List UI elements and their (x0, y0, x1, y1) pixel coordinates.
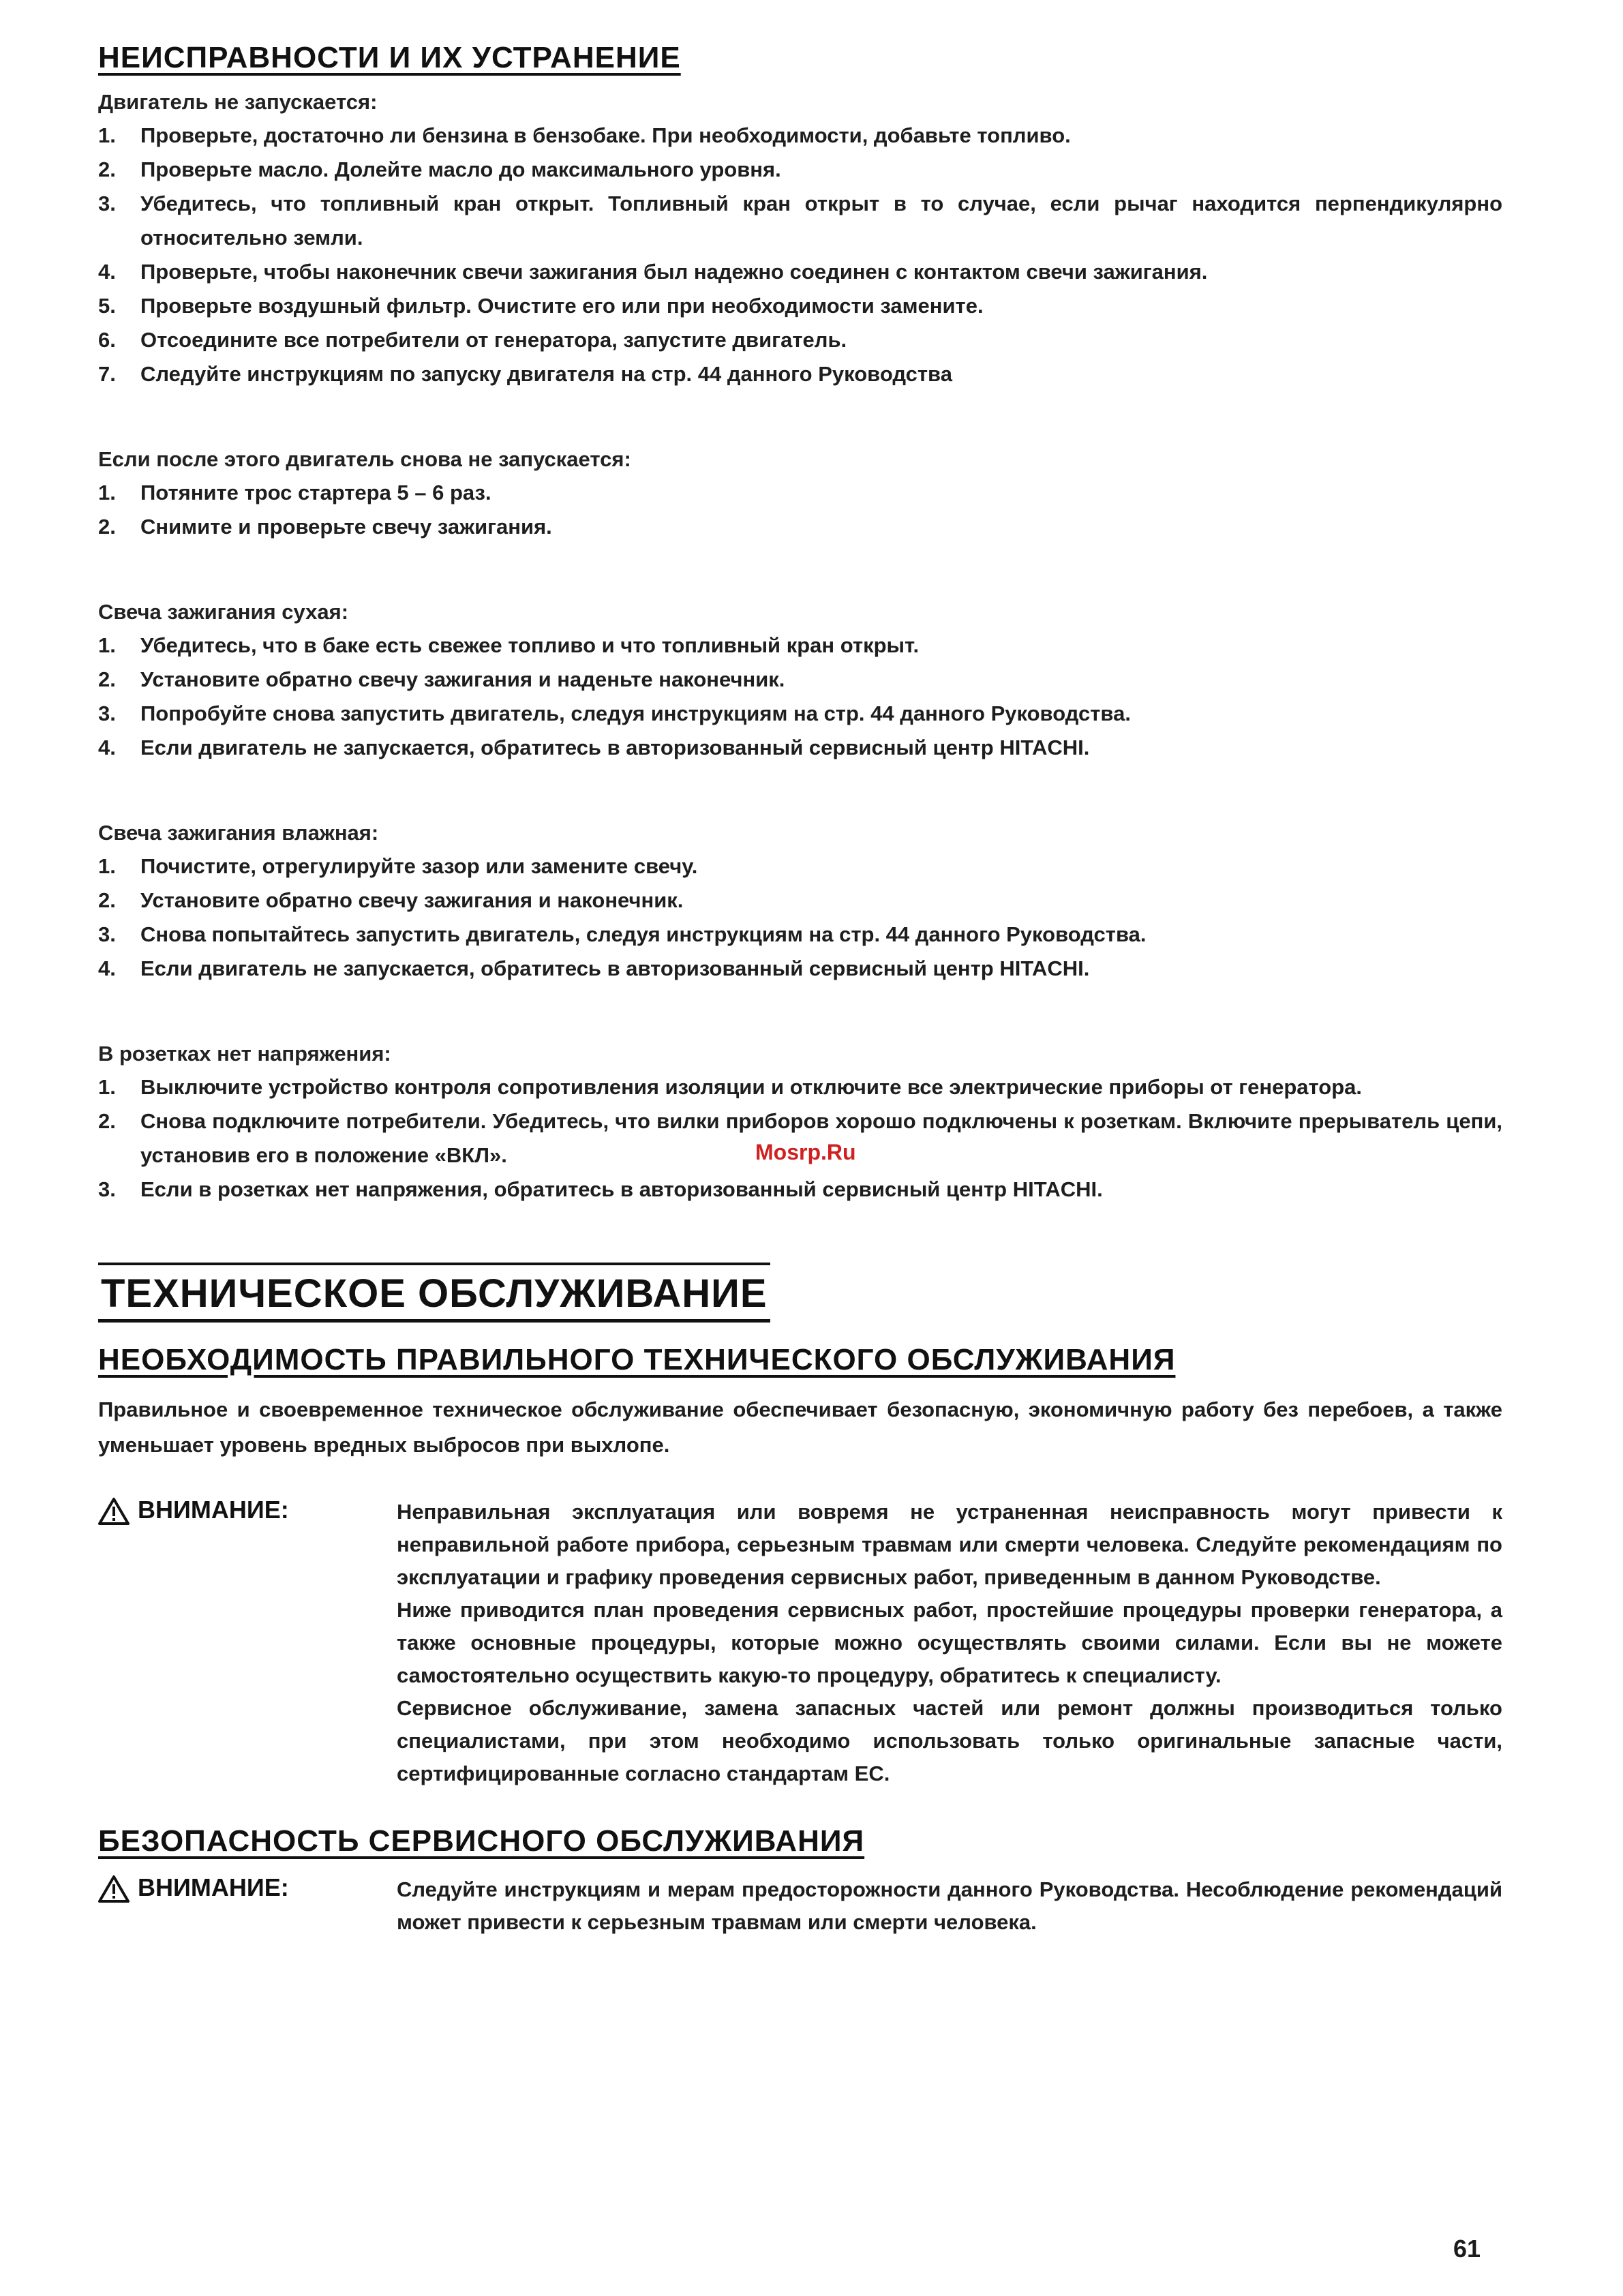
page-number: 61 (1453, 2235, 1481, 2263)
warning-paragraph: Сервисное обслуживание, замена запасных частей или ремонт должны производиться только специалистами, при этом необходимо использовать только оригинальные запасные части, сертифицированные согласно стандартам ЕС. (397, 1696, 1502, 1785)
group-label: Двигатель не запускается: (98, 90, 378, 114)
warning-label-text: ВНИМАНИЕ: (138, 1873, 289, 1901)
list-item (98, 731, 1502, 765)
steps-list (98, 1070, 1502, 1207)
item-number: 1. (98, 633, 116, 657)
item-number: 3. (98, 701, 116, 725)
item-text: Почистите, отрегулируйте зазор или замените свечу. (140, 854, 698, 878)
list-item (98, 849, 1502, 883)
list-item (98, 119, 1502, 153)
item-number: 4. (98, 260, 116, 284)
list-item (98, 289, 1502, 323)
item-text: Снимите и проверьте свечу зажигания. (140, 515, 552, 539)
maintenance-need-title: НЕОБХОДИМОСТЬ ПРАВИЛЬНОГО ТЕХНИЧЕСКОГО ОБСЛУЖИВАНИЯ (98, 1343, 1176, 1376)
list-item (98, 663, 1502, 697)
list-item (98, 357, 1502, 391)
item-number: 7. (98, 362, 116, 386)
item-number: 2. (98, 1109, 116, 1133)
group-label: В розетках нет напряжения: (98, 1042, 391, 1066)
warning-label (98, 1873, 397, 1939)
list-item (98, 883, 1502, 918)
steps-list (98, 849, 1502, 986)
troubleshooting-section (98, 41, 1502, 1207)
troubleshooting-group (98, 1042, 1502, 1207)
steps-list (98, 629, 1502, 765)
list-item (98, 629, 1502, 663)
list-item (98, 1070, 1502, 1104)
warning-body (397, 1496, 1502, 1790)
list-item (98, 476, 1502, 510)
item-text: Отсоедините все потребители от генератора, запустите двигатель. (140, 328, 847, 352)
item-text: Проверьте, достаточно ли бензина в бензобаке. При необходимости, добавьте топливо. (140, 123, 1071, 147)
list-item (98, 697, 1502, 731)
item-number: 3. (98, 922, 116, 946)
group-label: Свеча зажигания сухая: (98, 600, 349, 624)
warning-label (98, 1496, 397, 1790)
item-number: 1. (98, 854, 116, 878)
item-text: Убедитесь, что топливный кран открыт. Топливный кран открыт в то случае, если рычаг находится перпендикулярно относительно земли. (140, 192, 1502, 250)
warning-body (397, 1873, 1502, 1939)
maintenance-need-paragraph: Правильное и своевременное техническое обслуживание обеспечивает безопасную, экономичную работу без перебоев, а также уменьшает уровень вредных выбросов при выхлопе. (98, 1398, 1502, 1457)
list-item (98, 952, 1502, 986)
group-label: Если после этого двигатель снова не запускается: (98, 447, 631, 471)
list-item (98, 918, 1502, 952)
item-text: Снова попытайтесь запустить двигатель, следуя инструкциям на стр. 44 данного Руководства. (140, 922, 1147, 946)
warning-block (98, 1873, 1502, 1939)
item-text: Проверьте масло. Долейте масло до максимального уровня. (140, 157, 781, 181)
watermark: Mosrp.Ru (755, 1140, 856, 1164)
item-number: 5. (98, 294, 116, 318)
troubleshooting-group (98, 90, 1502, 391)
steps-list (98, 476, 1502, 544)
item-number: 2. (98, 515, 116, 539)
item-text: Проверьте воздушный фильтр. Очистите его или при необходимости замените. (140, 294, 984, 318)
item-number: 6. (98, 328, 116, 352)
item-number: 3. (98, 192, 116, 215)
list-item (98, 510, 1502, 544)
warning-label-text: ВНИМАНИЕ: (138, 1496, 289, 1524)
maintenance-section (98, 1263, 1502, 1939)
list-item (98, 187, 1502, 255)
item-number: 1. (98, 1075, 116, 1099)
troubleshooting-group (98, 600, 1502, 765)
warning-paragraph: Следуйте инструкциям и мерам предосторожности данного Руководства. Несоблюдение рекомендаций может привести к серьезным травмам или смерти человека. (397, 1877, 1502, 1934)
item-number: 2. (98, 667, 116, 691)
list-item (98, 1173, 1502, 1207)
warning-block (98, 1496, 1502, 1790)
warning-paragraph: Неправильная эксплуатация или вовремя не устраненная неисправность могут привести к неправильной работе прибора, серьезным травмам или смерти человека. Следуйте рекомендациям по эксплуатации и графику проведения сервисных работ, приведенным в данном Руководстве. (397, 1500, 1502, 1589)
troubleshooting-group (98, 821, 1502, 986)
list-item (98, 323, 1502, 357)
item-text: Если двигатель не запускается, обратитесь в авторизованный сервисный центр HITACHI. (140, 736, 1090, 759)
service-safety-title: БЕЗОПАСНОСТЬ СЕРВИСНОГО ОБСЛУЖИВАНИЯ (98, 1824, 865, 1858)
maintenance-title: ТЕХНИЧЕСКОЕ ОБСЛУЖИВАНИЕ (98, 1263, 770, 1323)
list-item (98, 255, 1502, 289)
item-text: Снова подключите потребители. Убедитесь, что вилки приборов хорошо подключены к розеткам. Включите прерыватель цепи, установив его в положение «ВКЛ». (140, 1109, 1502, 1167)
item-text: Установите обратно свечу зажигания и наденьте наконечник. (140, 667, 785, 691)
troubleshooting-title: НЕИСПРАВНОСТИ И ИХ УСТРАНЕНИЕ (98, 41, 681, 74)
item-text: Проверьте, чтобы наконечник свечи зажигания был надежно соединен с контактом свечи зажигания. (140, 260, 1208, 284)
item-number: 2. (98, 157, 116, 181)
group-label: Свеча зажигания влажная: (98, 821, 379, 845)
warning-paragraph: Ниже приводится план проведения сервисных работ, простейшие процедуры проверки генератора, а также основные процедуры, которые можно осуществлять своими силами. Если вы не можете самостоятельно осуществить какую-то процедуру, обратитесь к специалисту. (397, 1598, 1502, 1687)
item-text: Убедитесь, что в баке есть свежее топливо и что топливный кран открыт. (140, 633, 920, 657)
item-text: Установите обратно свечу зажигания и наконечник. (140, 888, 684, 912)
item-number: 3. (98, 1177, 116, 1201)
item-text: Следуйте инструкциям по запуску двигателя на стр. 44 данного Руководства (140, 362, 952, 386)
item-text: Потяните трос стартера 5 – 6 раз. (140, 481, 491, 504)
steps-list (98, 119, 1502, 391)
item-number: 2. (98, 888, 116, 912)
warning-triangle-icon (98, 1875, 130, 1903)
troubleshooting-group (98, 447, 1502, 544)
manual-page (98, 41, 1502, 1973)
item-number: 4. (98, 736, 116, 759)
item-number: 1. (98, 481, 116, 504)
item-text: Выключите устройство контроля сопротивления изоляции и отключите все электрические приборы от генератора. (140, 1075, 1363, 1099)
list-item (98, 153, 1502, 187)
item-text: Если в розетках нет напряжения, обратитесь в авторизованный сервисный центр HITACHI. (140, 1177, 1103, 1201)
warning-triangle-icon (98, 1497, 130, 1526)
item-number: 4. (98, 956, 116, 980)
item-text: Попробуйте снова запустить двигатель, следуя инструкциям на стр. 44 данного Руководства. (140, 701, 1131, 725)
item-number: 1. (98, 123, 116, 147)
item-text: Если двигатель не запускается, обратитесь в авторизованный сервисный центр HITACHI. (140, 956, 1090, 980)
